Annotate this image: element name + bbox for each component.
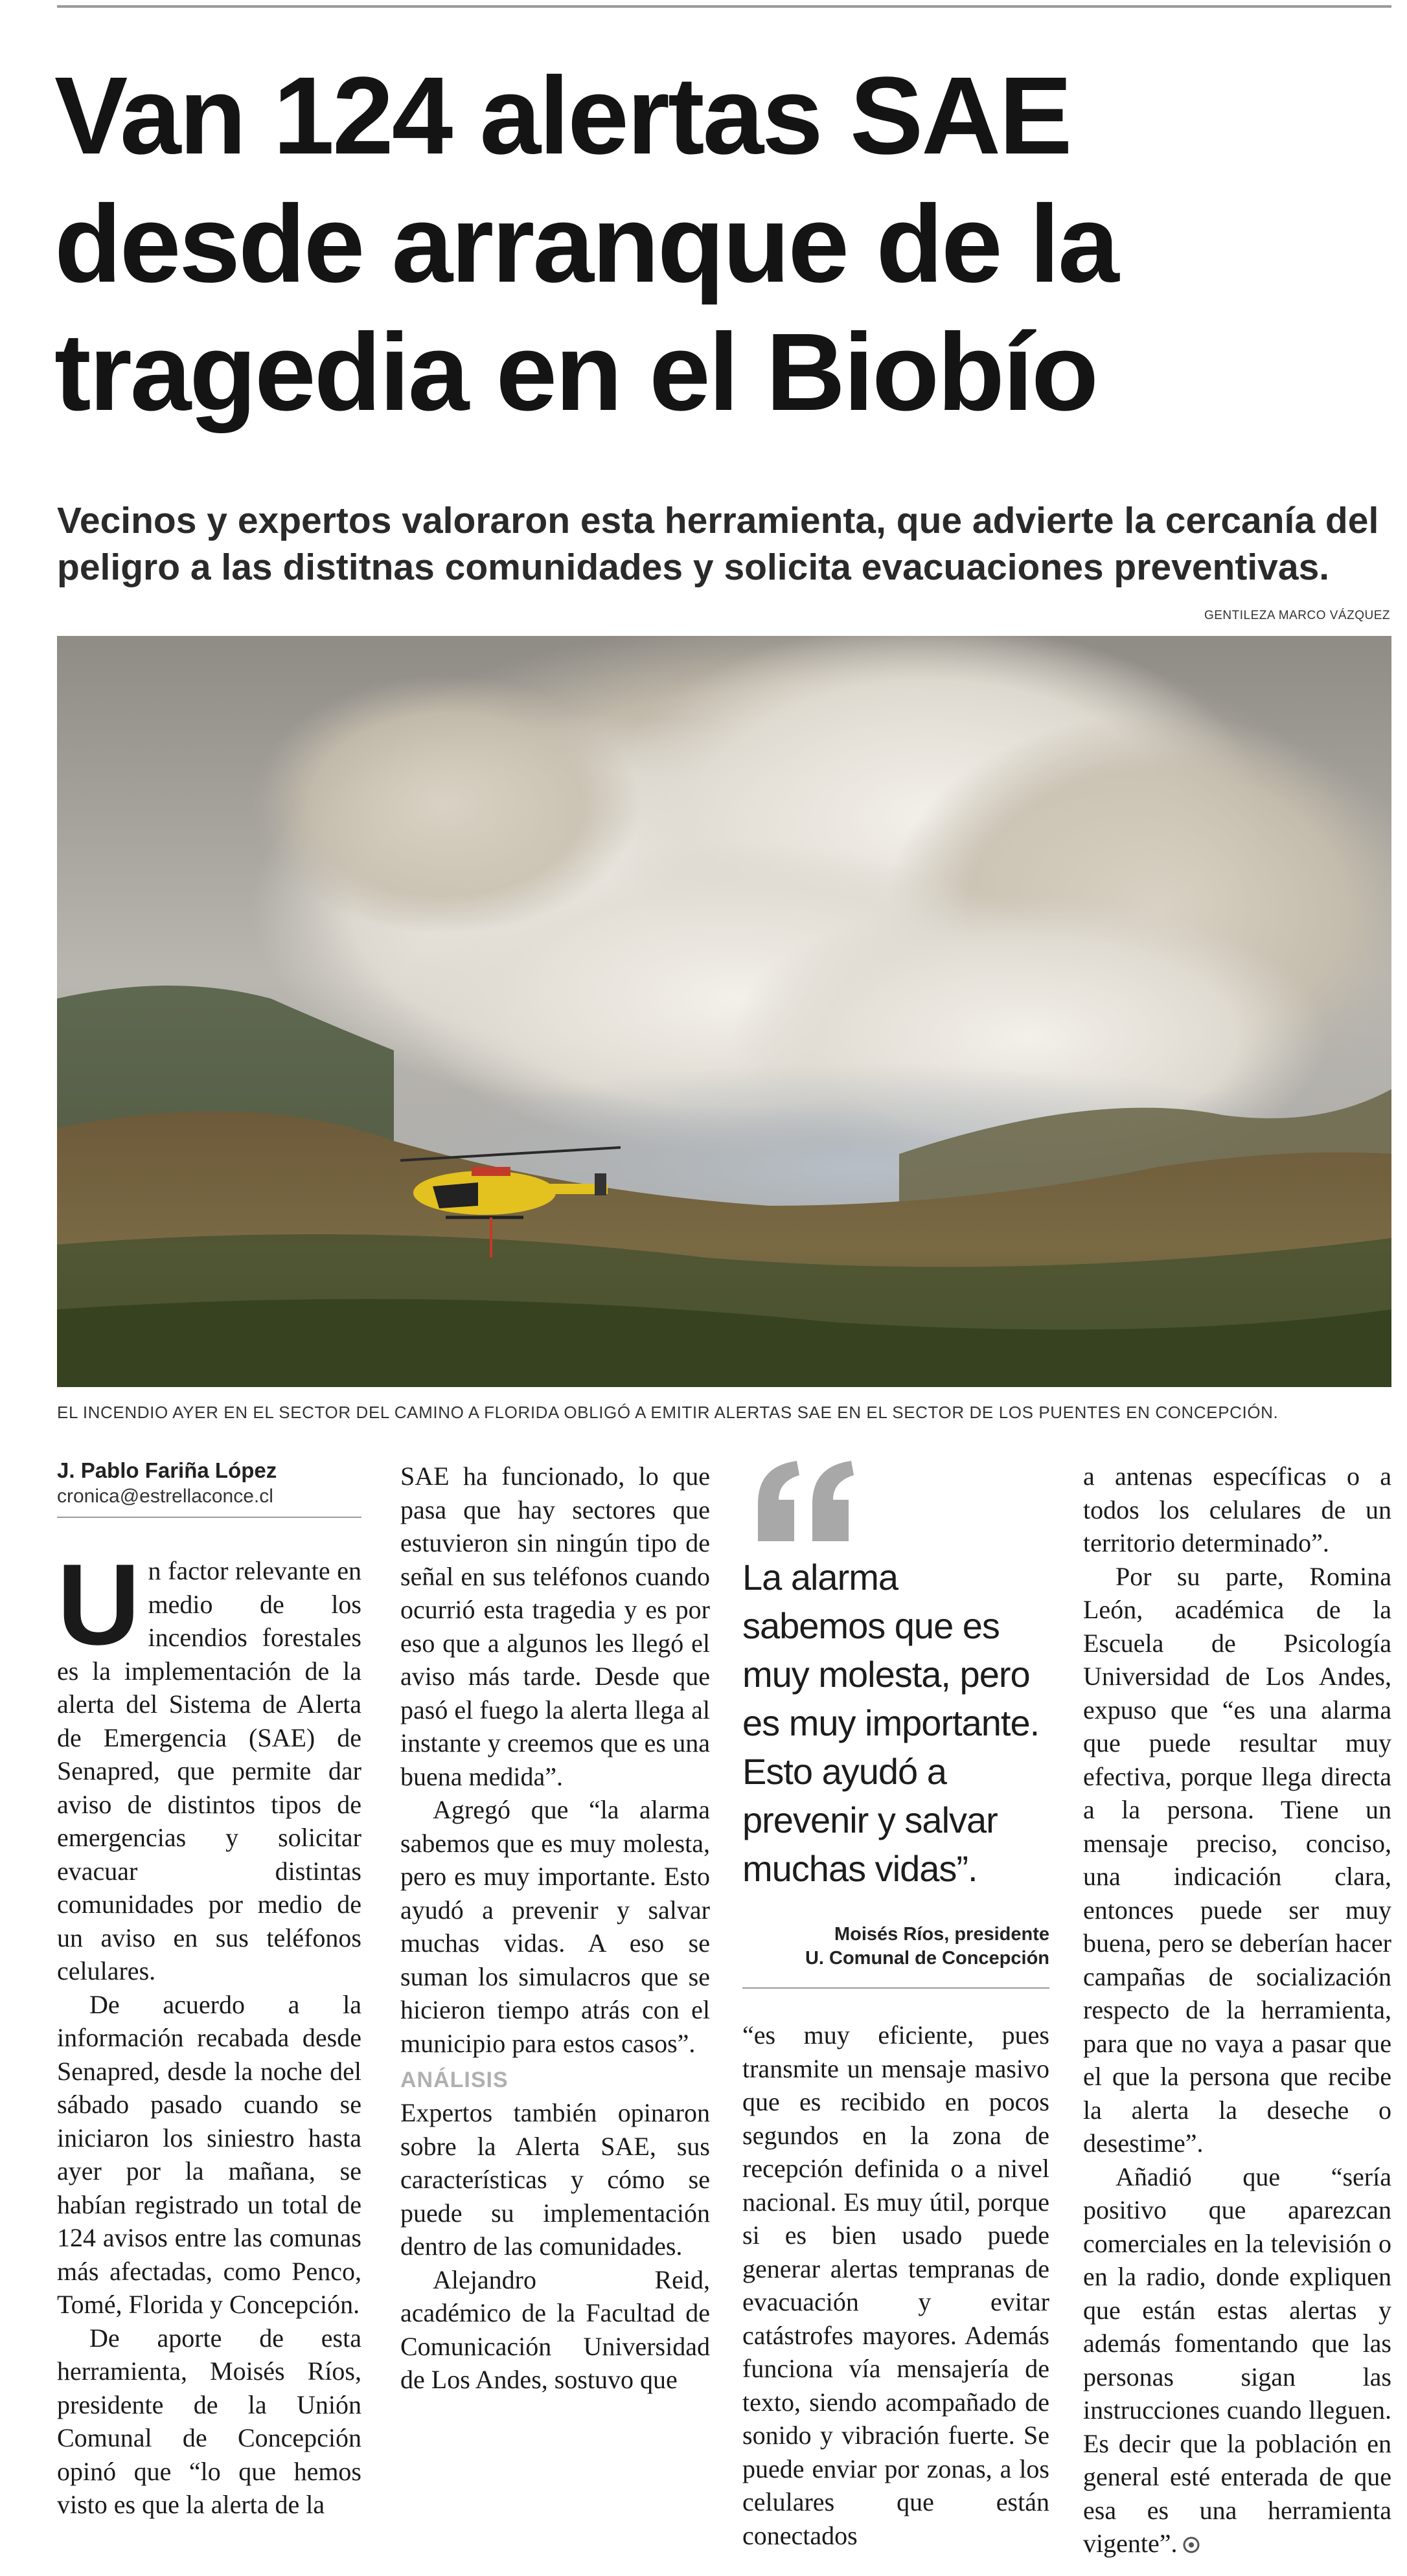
headline-line-3: tragedia en el Biobío bbox=[54, 311, 1097, 434]
headline-line-1: Van 124 alertas SAE bbox=[54, 54, 1071, 177]
column-3 bbox=[742, 1457, 1049, 2552]
paragraph-3: De aporte de esta herramienta, Moisés Ríos, presidente de la Unión Comunal de Concepción opinó que “lo que hemos visto es que la alerta de la bbox=[57, 2323, 361, 2519]
paragraph-10: Por su parte, Romina León, académica de la Escuela de Psicología Universidad de Los Andes, expuso que “es una alarma que puede resultar muy efectiva, porque llega directa a la persona. Tiene un mensaje preciso, conciso, una indicación clara, entonces puede ser muy buena, pero se deberían hacer campañas de socialización respecto de la herramienta, para que no vaya a pasar que el que la persona que recibe la alerta la deseche o desestime”. bbox=[1083, 1561, 1391, 2158]
paragraph-6: Expertos también opinaron sobre la Alerta SAE, sus características y cómo se puede su implementación dentro de las comunidades. bbox=[400, 2098, 710, 2261]
paragraph-1 bbox=[57, 1540, 361, 1988]
photo-credit: GENTILEZA MARCO VÁZQUEZ bbox=[1204, 609, 1390, 622]
pull-quote-rule bbox=[742, 1987, 1049, 1989]
wildfire-photo bbox=[57, 636, 1391, 1387]
column-1 bbox=[57, 1457, 361, 2522]
paragraph-1-text: n factor relevante en medio de los incendios forestales es la implementación de la alerta del Sistema de Alerta de Emergencia (SAE) de Senapred, que permite dar aviso de distintos tipos de emergencias y solicitar evacuar distintas comunidades por medio de un aviso en sus teléfonos celulares. bbox=[57, 1556, 361, 1985]
paragraph-7: Alejandro Reid, académico de la Facultad de Comunicación Universidad de Los Andes, sostuvo que bbox=[400, 2265, 710, 2394]
paragraph-9: a antenas específicas o a todos los celulares de un territorio determinado”. bbox=[1083, 1462, 1391, 1557]
paragraph-8: “es muy eficiente, pues transmite un mensaje masivo que es recibido en pocos segundos en la zona de recepción definida o a nivel nacional. Es muy útil, porque si es bien usado puede generar alertas tempranas de evacuación y evitar catástrofes mayores. Además funciona vía mensajería de texto, siendo acompañado de sonido y vibración fuerte. Se puede enviar por zonas, a los celulares que están conectados bbox=[742, 2020, 1049, 2550]
headline-line-2: desde arranque de la bbox=[54, 183, 1117, 306]
attribution-line-2: U. Comunal de Concepción bbox=[805, 1948, 1049, 1969]
paragraph-11-text: Añadió que “sería positivo que aparezcan comerciales en la televisión o en la radio, donde expliquen que están estas alertas y además fomentando que las personas sigan las instrucciones cuando lleguen. Es decir que la población en general esté enterada de que esa es una herramienta vigente”. bbox=[1083, 2162, 1391, 2558]
headline bbox=[54, 52, 1389, 436]
column-4 bbox=[1083, 1460, 1391, 2560]
paragraph-11 bbox=[1083, 2160, 1391, 2560]
top-rule bbox=[57, 5, 1391, 8]
section-label-analisis: ANÁLISIS bbox=[400, 2068, 509, 2092]
attribution-line-1: Moisés Ríos, presidente bbox=[834, 1924, 1049, 1945]
pull-quote: La alarma sabemos que es muy molesta, pero es muy importante. Esto ayudó a prevenir y salvar muchas vidas”. bbox=[742, 1557, 1040, 1889]
deck-subheadline: Vecinos y expertos valoraron esta herramienta, que advierte la cercanía del peligro a las distitnas comunidades y solicita evacuaciones preventivas. bbox=[57, 500, 1379, 588]
byline-rule bbox=[57, 1517, 361, 1518]
wildfire-photo-illustration bbox=[57, 636, 1391, 1387]
byline-email[interactable]: cronica@estrellaconce.cl bbox=[57, 1486, 273, 1507]
end-mark-icon bbox=[1182, 2535, 1201, 2555]
paragraph-5: Agregó que “la alarma sabemos que es muy molesta, pero es muy importante. Esto ayudó a prevenir y salvar muchas vidas. A eso se suman los simulacros que se hicieron tiempo atrás con el municipio para estos casos”. bbox=[400, 1795, 710, 2058]
pull-quote-attribution bbox=[742, 1923, 1049, 1971]
paragraph-2: De acuerdo a la información recabada desde Senapred, desde la noche del sábado pasado cuando se iniciaron los siniestro hasta ayer por la mañana, se habían registrado un total de 124 avisos entre las comunas más afectadas, como Penco, Tomé, Florida y Concepción. bbox=[57, 1989, 361, 2319]
quote-mark-icon bbox=[746, 1457, 856, 1548]
column-2 bbox=[400, 1460, 710, 2397]
photo-caption: EL INCENDIO AYER EN EL SECTOR DEL CAMINO A FLORIDA OBLIGÓ A EMITIR ALERTAS SAE EN EL SECTOR DE LOS PUENTES EN CONCEPCIÓN. bbox=[57, 1403, 1279, 1422]
paragraph-4: SAE ha funcionado, lo que pasa que hay sectores que estuvieron sin ningún tipo de señal en sus teléfonos cuando ocurrió esta tragedia y es por eso que a algunos les llegó el aviso más tarde. Desde que pasó el fuego la alerta llega al instante y creemos que es una buena medida”. bbox=[400, 1462, 710, 1791]
drop-cap: U bbox=[57, 1540, 141, 1669]
byline-author: J. Pablo Fariña López bbox=[57, 1458, 277, 1482]
